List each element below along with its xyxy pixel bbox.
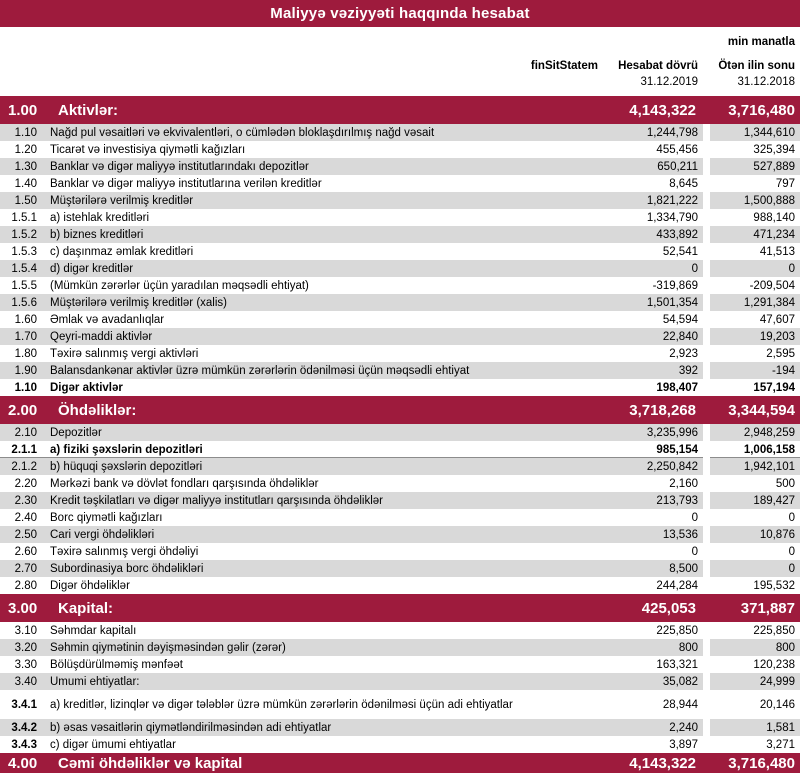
row-main xyxy=(0,226,703,243)
column-gutter xyxy=(703,719,710,736)
row-value-current: 455,456 xyxy=(656,143,698,156)
row-value-current: 13,536 xyxy=(662,528,698,541)
table-row xyxy=(0,424,800,441)
table-row xyxy=(0,639,800,656)
row-code: 3.4.3 xyxy=(11,738,37,751)
row-value-previous: 0 xyxy=(710,260,800,277)
row-code: 1.80 xyxy=(14,347,37,360)
column-gutter xyxy=(703,192,710,209)
table-row xyxy=(0,260,800,277)
column-gutter xyxy=(703,141,710,158)
row-label: Kapital: xyxy=(58,599,114,617)
table-row xyxy=(0,345,800,362)
row-label: (Mümkün zərərlər üçün yaradılan məqsədli ehtiyat) xyxy=(50,279,309,292)
row-value-previous: 325,394 xyxy=(753,143,795,156)
row-value-previous: 2,595 xyxy=(766,347,795,360)
report-title-bar xyxy=(0,0,800,27)
row-value-current: -319,869 xyxy=(652,279,698,292)
row-code: 1.60 xyxy=(14,313,37,326)
row-main xyxy=(0,441,703,458)
table-row xyxy=(0,475,800,492)
row-label: d) digər kreditlər xyxy=(50,262,134,275)
row-value-current: 0 xyxy=(691,511,698,524)
row-code: 1.5.3 xyxy=(11,245,37,258)
row-main xyxy=(0,639,703,656)
row-code: 2.1.2 xyxy=(11,460,37,473)
row-value-current: 225,850 xyxy=(656,624,698,637)
column-header-previous-date: 31.12.2018 xyxy=(737,76,795,88)
column-gutter xyxy=(703,328,710,345)
row-main xyxy=(0,328,703,345)
row-value-previous: 10,876 xyxy=(710,526,800,543)
row-main xyxy=(0,458,703,475)
table-row xyxy=(0,719,800,736)
column-gutter xyxy=(703,656,710,673)
row-value-previous: 3,344,594 xyxy=(728,401,795,419)
row-label: Mərkəzi bank və dövlət fondları qarşısında öhdəliklər xyxy=(50,477,319,490)
row-value-current: 3,235,996 xyxy=(646,426,698,439)
row-value-previous: 527,889 xyxy=(710,158,800,175)
report-title: Maliyyə vəziyyəti haqqında hesabat xyxy=(270,5,530,22)
row-main xyxy=(0,175,703,192)
column-gutter xyxy=(703,311,710,328)
row-label: Səhmin qiymətinin dəyişməsindən gəlir (zərər) xyxy=(50,641,286,654)
table-row xyxy=(0,141,800,158)
row-main xyxy=(0,656,703,673)
row-code: 2.70 xyxy=(14,562,37,575)
section-row xyxy=(0,96,800,124)
row-main xyxy=(0,424,703,441)
row-code: 2.50 xyxy=(14,528,37,541)
row-value-previous: 225,850 xyxy=(753,624,795,637)
row-code: 1.5.2 xyxy=(11,228,37,241)
row-value-previous: 157,194 xyxy=(753,381,795,394)
column-gutter xyxy=(703,226,710,243)
row-code: 1.00 xyxy=(8,101,38,119)
column-gutter xyxy=(703,362,710,379)
row-value-current: 425,053 xyxy=(641,599,696,617)
row-value-current: 4,143,322 xyxy=(629,754,696,772)
row-value-previous: 800 xyxy=(710,639,800,656)
table-row xyxy=(0,543,800,560)
row-label: Subordinasiya borc öhdəlikləri xyxy=(50,562,204,575)
row-main xyxy=(0,345,703,362)
table-row xyxy=(0,622,800,639)
column-gutter xyxy=(703,526,710,543)
row-main xyxy=(0,509,703,526)
row-main xyxy=(0,96,703,124)
row-main xyxy=(0,124,703,141)
column-gutter xyxy=(703,396,710,424)
table-row xyxy=(0,209,800,226)
row-label: Digər aktivlər xyxy=(50,381,123,394)
row-main xyxy=(0,560,703,577)
row-code: 1.10 xyxy=(14,126,37,139)
row-value-previous: 1,344,610 xyxy=(710,124,800,141)
column-gutter xyxy=(703,243,710,260)
row-value-current: 22,840 xyxy=(662,330,698,343)
table-row xyxy=(0,526,800,543)
row-value-current: 0 xyxy=(691,545,698,558)
row-label: Banklar və digər maliyyə institutlarındakı depozitlər xyxy=(50,160,309,173)
column-header-previous-label: Ötən ilin sonu xyxy=(718,60,795,72)
row-code: 2.30 xyxy=(14,494,37,507)
column-header-code xyxy=(531,58,598,74)
row-label: Borc qiymətli kağızları xyxy=(50,511,163,524)
column-gutter xyxy=(703,124,710,141)
row-value-current: 985,154 xyxy=(656,443,698,456)
table-row xyxy=(0,226,800,243)
row-value-current: 650,211 xyxy=(657,160,698,173)
row-label: c) daşınmaz əmlak kreditləri xyxy=(50,245,194,258)
row-value-previous: 41,513 xyxy=(759,245,795,258)
row-label: Digər öhdəliklər xyxy=(50,579,130,592)
row-label: Kredit təşkilatları və digər maliyyə institutları qarşısında öhdəliklər xyxy=(50,494,384,507)
column-gutter xyxy=(703,560,710,577)
row-value-previous: 500 xyxy=(775,477,795,490)
row-value-current: 1,821,222 xyxy=(646,194,698,207)
table-row xyxy=(0,243,800,260)
row-label: Aktivlər: xyxy=(58,101,119,119)
column-header-current-label: Hesabat dövrü xyxy=(618,60,698,72)
row-value-current: 2,240 xyxy=(669,721,698,734)
row-value-previous: 0 xyxy=(710,560,800,577)
table-row xyxy=(0,158,800,175)
row-value-current: 213,793 xyxy=(656,494,698,507)
row-main xyxy=(0,311,703,328)
row-code: 3.20 xyxy=(14,641,37,654)
row-main xyxy=(0,594,703,622)
row-label: Bölüşdürülməmiş mənfəət xyxy=(50,658,183,671)
column-gutter xyxy=(703,577,710,594)
column-gutter xyxy=(703,673,710,690)
row-code: 1.50 xyxy=(14,194,37,207)
row-value-current: 28,944 xyxy=(662,698,698,711)
column-gutter xyxy=(703,594,710,622)
row-value-current: 433,892 xyxy=(656,228,698,241)
row-main xyxy=(0,362,703,379)
column-gutter xyxy=(703,96,710,124)
row-code: 3.40 xyxy=(14,675,37,688)
row-code: 1.20 xyxy=(14,143,37,156)
row-value-current: 35,082 xyxy=(662,675,698,688)
row-value-previous: 47,607 xyxy=(759,313,795,326)
row-code: 1.5.5 xyxy=(11,279,37,292)
row-label: Ticarət və investisiya qiymətli kağızları xyxy=(50,143,246,156)
column-gutter xyxy=(703,424,710,441)
row-main xyxy=(0,526,703,543)
row-code: 1.40 xyxy=(14,177,37,190)
row-main xyxy=(0,260,703,277)
row-value-previous: 2,948,259 xyxy=(710,424,800,441)
row-value-previous: 195,532 xyxy=(753,579,795,592)
table-row xyxy=(0,696,800,713)
row-code: 2.60 xyxy=(14,545,37,558)
row-label: Təxirə salınmış vergi öhdəliyi xyxy=(50,545,199,558)
column-gutter xyxy=(703,639,710,656)
table-row xyxy=(0,311,800,328)
row-code: 3.4.1 xyxy=(11,698,37,711)
row-value-previous: 797 xyxy=(775,177,795,190)
row-value-current: 4,143,322 xyxy=(629,101,696,119)
row-value-current: 8,645 xyxy=(669,177,698,190)
table-row xyxy=(0,577,800,594)
row-label: Öhdəliklər: xyxy=(58,401,137,419)
report-header-area xyxy=(0,27,800,96)
row-value-previous: 1,942,101 xyxy=(710,458,800,475)
row-main xyxy=(0,577,703,594)
table-row xyxy=(0,362,800,379)
row-label: Qeyri-maddi aktivlər xyxy=(50,330,153,343)
row-value-current: 3,718,268 xyxy=(629,401,696,419)
row-label: a) istehlak kreditləri xyxy=(50,211,150,224)
row-label: Müştərilərə verilmiş kreditlər (xalis) xyxy=(50,296,227,309)
table-row xyxy=(0,560,800,577)
row-value-previous: 3,716,480 xyxy=(728,754,795,772)
row-value-previous: -209,504 xyxy=(749,279,795,292)
row-code: 1.30 xyxy=(14,160,37,173)
row-label: a) fiziki şəxslərin depozitləri xyxy=(50,443,203,456)
table-row xyxy=(0,277,800,294)
row-main xyxy=(0,543,703,560)
row-code: 2.00 xyxy=(8,401,38,419)
row-code: 1.70 xyxy=(14,330,37,343)
row-value-previous: 3,271 xyxy=(766,738,795,751)
row-value-current: 3,897 xyxy=(669,738,698,751)
row-label: a) kreditlər, lizinqlər və digər tələblər üzrə mümkün zərərlərin ödənilməsi üçün adi ehtiyatlar xyxy=(50,698,513,711)
column-gutter xyxy=(703,622,710,639)
row-code: 1.10 xyxy=(14,381,37,394)
row-code: 3.00 xyxy=(8,599,38,617)
row-value-previous: -194 xyxy=(710,362,800,379)
row-label: Əmlak və avadanlıqlar xyxy=(50,313,165,326)
row-value-current: 1,501,354 xyxy=(646,296,698,309)
row-label: Ümumi ehtiyatlar: xyxy=(50,675,140,688)
row-label: Banklar və digər maliyyə institutlarına verilən kreditlər xyxy=(50,177,322,190)
row-value-current: 163,321 xyxy=(656,658,698,671)
column-gutter xyxy=(703,294,710,311)
row-value-current: 1,244,798 xyxy=(646,126,698,139)
row-value-previous: 20,146 xyxy=(759,698,795,711)
table-row xyxy=(0,492,800,509)
row-main xyxy=(0,158,703,175)
column-gutter xyxy=(703,509,710,526)
row-code: 4.00 xyxy=(8,754,38,772)
row-value-current: 54,594 xyxy=(662,313,698,326)
table-row xyxy=(0,379,800,396)
row-main xyxy=(0,379,703,396)
row-value-previous: 0 xyxy=(788,545,795,558)
row-value-current: 800 xyxy=(678,641,698,654)
column-gutter xyxy=(703,475,710,492)
row-code: 2.20 xyxy=(14,477,37,490)
row-value-current: 0 xyxy=(691,262,698,275)
column-gutter xyxy=(703,753,710,773)
table-row xyxy=(0,736,800,753)
row-label: b) əsas vəsaitlərin qiymətləndirilməsindən adi ehtiyatlar xyxy=(50,721,332,734)
row-label: Cari vergi öhdəlikləri xyxy=(50,528,155,541)
table-row xyxy=(0,294,800,311)
row-label: b) hüquqi şəxslərin depozitləri xyxy=(50,460,203,473)
row-value-current: 52,541 xyxy=(662,245,698,258)
row-label: c) digər ümumi ehtiyatlar xyxy=(50,738,176,751)
row-label: Müştərilərə verilmiş kreditlər xyxy=(50,194,194,207)
row-value-current: 1,334,790 xyxy=(646,211,698,224)
table-row xyxy=(0,328,800,345)
row-main xyxy=(0,192,703,209)
table-row xyxy=(0,124,800,141)
row-main xyxy=(0,736,703,753)
row-value-current: 392 xyxy=(678,364,698,377)
row-code: 2.10 xyxy=(14,426,37,439)
column-gutter xyxy=(703,345,710,362)
row-main xyxy=(0,243,703,260)
row-label: Təxirə salınmış vergi aktivləri xyxy=(50,347,199,360)
row-main xyxy=(0,475,703,492)
table-row xyxy=(0,175,800,192)
row-code: 1.5.6 xyxy=(11,296,37,309)
column-header-previous xyxy=(718,58,795,90)
row-main xyxy=(0,753,703,773)
column-gutter xyxy=(703,277,710,294)
row-main xyxy=(0,719,703,736)
row-main xyxy=(0,141,703,158)
row-value-current: 244,284 xyxy=(656,579,698,592)
table-row xyxy=(0,192,800,209)
row-value-current: 2,250,842 xyxy=(646,460,698,473)
column-gutter xyxy=(703,379,710,396)
section-row xyxy=(0,753,800,773)
column-gutter xyxy=(703,696,710,713)
row-main xyxy=(0,396,703,424)
row-value-previous: 120,238 xyxy=(753,658,795,671)
row-label: Nağd pul vəsaitləri və ekvivalentləri, o cümlədən bloklaşdırılmış nağd vəsait xyxy=(50,126,435,139)
table-row xyxy=(0,458,800,475)
column-gutter xyxy=(703,736,710,753)
row-code: 1.5.4 xyxy=(11,262,37,275)
row-code: 1.90 xyxy=(14,364,37,377)
row-value-previous: 988,140 xyxy=(753,211,795,224)
column-gutter xyxy=(703,543,710,560)
row-label: Depozitlər xyxy=(50,426,102,439)
row-code: 3.4.2 xyxy=(11,721,37,734)
row-code: 3.30 xyxy=(14,658,37,671)
row-label: b) biznes kreditləri xyxy=(50,228,144,241)
row-value-previous: 1,006,158 xyxy=(710,441,800,458)
row-code: 2.40 xyxy=(14,511,37,524)
row-label: Səhmdar kapitalı xyxy=(50,624,137,637)
section-row xyxy=(0,594,800,622)
row-main xyxy=(0,673,703,690)
row-value-current: 2,923 xyxy=(669,347,698,360)
row-value-current: 8,500 xyxy=(669,562,698,575)
section-row xyxy=(0,396,800,424)
row-main xyxy=(0,622,703,639)
row-main xyxy=(0,696,703,713)
row-value-previous: 19,203 xyxy=(710,328,800,345)
table-row xyxy=(0,673,800,690)
row-main xyxy=(0,492,703,509)
row-code: 1.5.1 xyxy=(11,211,37,224)
row-value-previous: 24,999 xyxy=(710,673,800,690)
row-value-previous: 1,291,384 xyxy=(710,294,800,311)
row-value-previous: 471,234 xyxy=(710,226,800,243)
row-value-previous: 0 xyxy=(788,511,795,524)
column-gutter xyxy=(703,158,710,175)
row-value-current: 198,407 xyxy=(656,381,698,394)
table-row xyxy=(0,656,800,673)
column-gutter xyxy=(703,260,710,277)
row-value-previous: 1,581 xyxy=(710,719,800,736)
row-value-previous: 189,427 xyxy=(710,492,800,509)
column-gutter xyxy=(703,492,710,509)
row-main xyxy=(0,294,703,311)
report-table xyxy=(0,96,800,773)
row-value-current: 2,160 xyxy=(669,477,698,490)
row-main xyxy=(0,277,703,294)
row-value-previous: 3,716,480 xyxy=(728,101,795,119)
table-row xyxy=(0,441,800,458)
row-label: Balansdankənar aktivlər üzrə mümkün zərərlərin ödənilməsi üçün məqsədli ehtiyat xyxy=(50,364,470,377)
row-value-previous: 1,500,888 xyxy=(710,192,800,209)
row-label: Cəmi öhdəliklər və kapital xyxy=(58,754,243,772)
row-code: 3.10 xyxy=(14,624,37,637)
column-gutter xyxy=(703,441,710,458)
table-row xyxy=(0,509,800,526)
unit-note: min manatla xyxy=(727,36,795,48)
row-main xyxy=(0,209,703,226)
column-header-code-label: finSitStatem xyxy=(530,60,598,72)
column-header-current xyxy=(618,58,698,90)
column-gutter xyxy=(703,175,710,192)
row-code: 2.80 xyxy=(14,579,37,592)
column-gutter xyxy=(703,458,710,475)
column-header-current-date: 31.12.2019 xyxy=(640,76,698,88)
column-gutter xyxy=(703,209,710,226)
row-value-previous: 371,887 xyxy=(740,599,795,617)
row-code: 2.1.1 xyxy=(11,443,37,456)
